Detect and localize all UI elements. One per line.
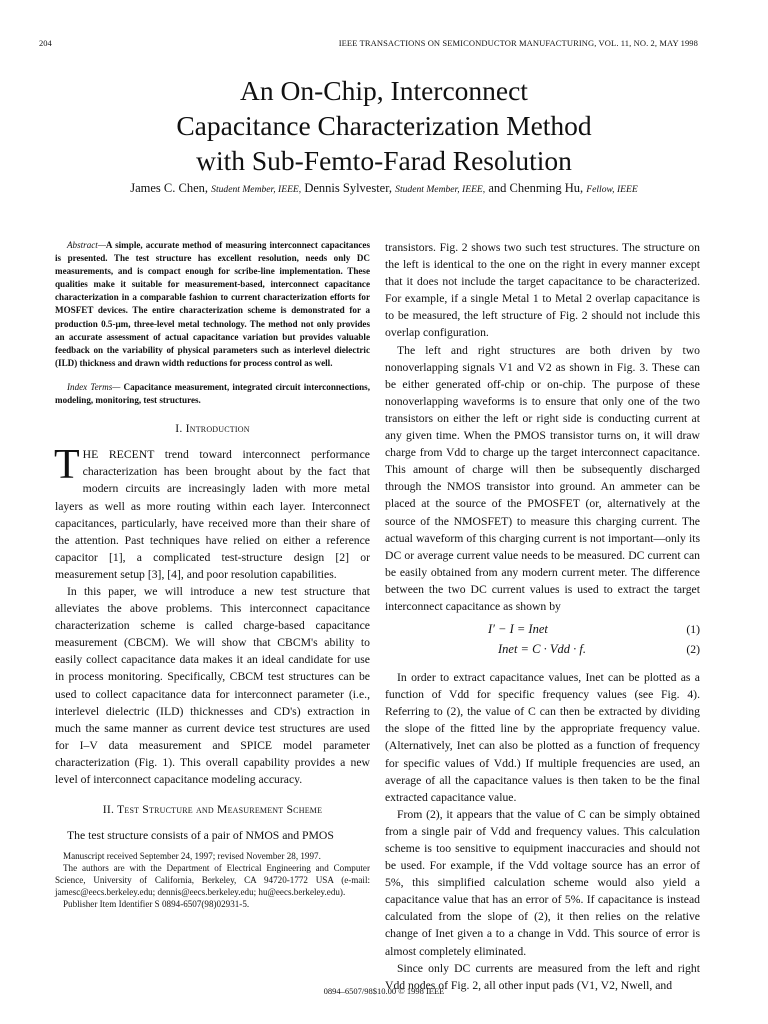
paper-title [0, 73, 768, 178]
footnote-received: Manuscript received September 24, 1997; revised November 28, 1997. [63, 851, 321, 862]
author-1-affiliation: Student Member, IEEE, [211, 184, 302, 195]
author-3: Chenming Hu, [509, 181, 584, 195]
equation-1-number: (1) [686, 623, 700, 637]
title-line-3: with Sub-Femto-Farad Resolution [196, 145, 572, 176]
title-line-1: An On-Chip, Interconnect [240, 75, 528, 106]
right-paragraph-5: Since only DC currents are measured from the left and right Vdd nodes of Fig. 2, all other input pads (V1, V2, Nwell, and [385, 961, 700, 992]
intro-paragraph-1-text: HE RECENT trend toward interconnect performance characterization has been brought about by the fact that modern circuits are increasingly laden with more metal layers as well as more routing within each layer. Interconnect capacitances, particularly, have received more than their share of the attention. Past techniques have relied on either a reference capacitor [1], a complicated test-structure design [2] or measurement setup [3], [4], and poor resolution capabilities. [55, 448, 370, 581]
intro-paragraph-2: In this paper, we will introduce a new test structure that alleviates the above problems. This interconnect capacitance characterization scheme is called charge-based capacitance measurement (CBCM). We will show that CBCM's ability to easily collect capacitance data makes it an ideal candidate for use in process monitoring. Specifically, CBCM test structures can be used to collect capacitance data for interconnect parameter (i.e., interlevel dielectric (ILD) thicknesses and CD's) extraction in much the same manner as current device test structures are used for I–V data measurement and SPICE model parameter characterization (Fig. 1). This overall capability provides a new level of interconnect capacitance modeling accuracy. [55, 584, 370, 786]
index-terms [55, 381, 370, 407]
index-terms-label: Index Terms— [67, 381, 121, 392]
page-number: 204 [39, 38, 52, 48]
author-3-affiliation: Fellow, IEEE [586, 184, 638, 195]
abstract [55, 239, 370, 370]
section-heading-introduction: I. Introduction [175, 422, 250, 436]
equation-2: Inet = C · Vdd · f. [498, 642, 586, 657]
author-1: James C. Chen, [130, 181, 209, 195]
footnote-pii: Publisher Item Identifier S 0894-6507(98)02931-5. [63, 899, 250, 910]
test-structure-paragraph-1: The test structure consists of a pair of NMOS and PMOS [67, 829, 334, 843]
copyright-code: 0894–6507/98$10.00 © 1998 IEEE [323, 986, 445, 996]
equation-block [385, 621, 700, 663]
equation-1: I′ − I = Inet [488, 622, 548, 637]
right-paragraph-2: The left and right structures are both driven by two nonoverlapping signals V1 and V2 as shown in Fig. 3. These can be either generated off-chip or on-chip. The purpose of these nonoverlapping waveforms is to ensure that only one of the two transistors on either the left or right side is conducting current at any given time. When the PMOS transistor turns on, it will draw charge from Vdd to charge up the target interconnect capacitance. This amount of charge will then be subsequently discharged through the NMOS transistor into ground. An ammeter can be placed at the source of the PMOSFET (or, alternatively at the source of the NMOSFET) to measure this charging current. The actual waveform of this charging current is not important—only its DC or average current value needs to be measured. DC current can be easily obtained from any modern current meter. The difference between the two DC current values is used to extract the target interconnect capacitance as shown by [385, 343, 700, 613]
intro-paragraph-1 [54, 442, 370, 583]
equation-2-number: (2) [686, 643, 700, 657]
footnote-affiliation: The authors are with the Department of Electrical Engineering and Computer Science, University of California, Berkeley, CA 94720-1772 USA (e-mail: jamesc@eecs.berkeley.edu; dennis@eecs.berkeley.edu; hu@eecs.berkeley.edu). [55, 863, 370, 898]
author-2: Dennis Sylvester, [304, 181, 393, 195]
abstract-label: Abstract— [67, 240, 106, 250]
drop-cap: T [54, 442, 80, 489]
section-heading-test-structure: II. Test Structure and Measurement Scheme [102, 803, 323, 817]
title-line-2: Capacitance Characterization Method [176, 110, 592, 141]
left-column [55, 239, 370, 910]
abstract-text: A simple, accurate method of measuring interconnect capacitances is presented. The test structure has excellent resolution, needs only DC measurements, and is compact enough for scribe-line implementation. These qualities make it suitable for measurement-based, interconnect capacitance characterization in a comparable fashion to current characterization efforts for MOSFET devices. The entire characterization scheme is demonstrated for a production 0.5-μm, three-level metal technology. The method not only provides an accurate assessment of actual capacitance variation but provides valuable feedback on the variability of physical parameters such as interlevel dielectric (ILD) thickness and drawn width reductions for process control as well. [55, 240, 370, 368]
right-column [385, 239, 700, 994]
author-line [0, 181, 768, 196]
right-paragraph-1: transistors. Fig. 2 shows two such test structures. The structure on the left is identical to the one on the right in every manner except that it does not include the target capacitance to be characterized. For example, if a single Metal 1 to Metal 2 overlap capacitance is to be measured, the left structure of Fig. 2 should not include this overlap configuration. [385, 241, 700, 340]
running-header: IEEE TRANSACTIONS ON SEMICONDUCTOR MANUFACTURING, VOL. 11, NO. 2, MAY 1998 [338, 38, 698, 48]
author-and: and [488, 181, 507, 195]
author-2-affiliation: Student Member, IEEE, [395, 184, 486, 195]
index-terms-text: Capacitance measurement, integrated circuit interconnections, modeling, monitoring, test structures. [55, 381, 370, 406]
footnote [55, 850, 370, 910]
right-paragraph-4: From (2), it appears that the value of C can be simply obtained from a single pair of Vdd and frequency values. This calculation scheme is too sensitive to equipment inaccuracies and should not be used. For example, if the Vdd voltage source has an error of 5%, this simplified calculation scheme would also yield a capacitance value that has an error of 5%. If capacitance is instead calculated from the slope of (2), it then relies on the relative change of Inet given a to a change in Vdd. This source of error is almost completely eliminated. [385, 807, 700, 958]
right-paragraph-3: In order to extract capacitance values, Inet can be plotted as a function of Vdd for specific frequency values (see Fig. 4). Referring to (2), the value of C can then be extracted by dividing the slope of the fitted line by the appropriate frequency value. (Alternatively, Inet can also be plotted as a function of frequency for specific values of Vdd.) If multiple frequencies are used, an average of all the capacitance values is then taken to be the final extracted capacitance value. [385, 671, 700, 804]
